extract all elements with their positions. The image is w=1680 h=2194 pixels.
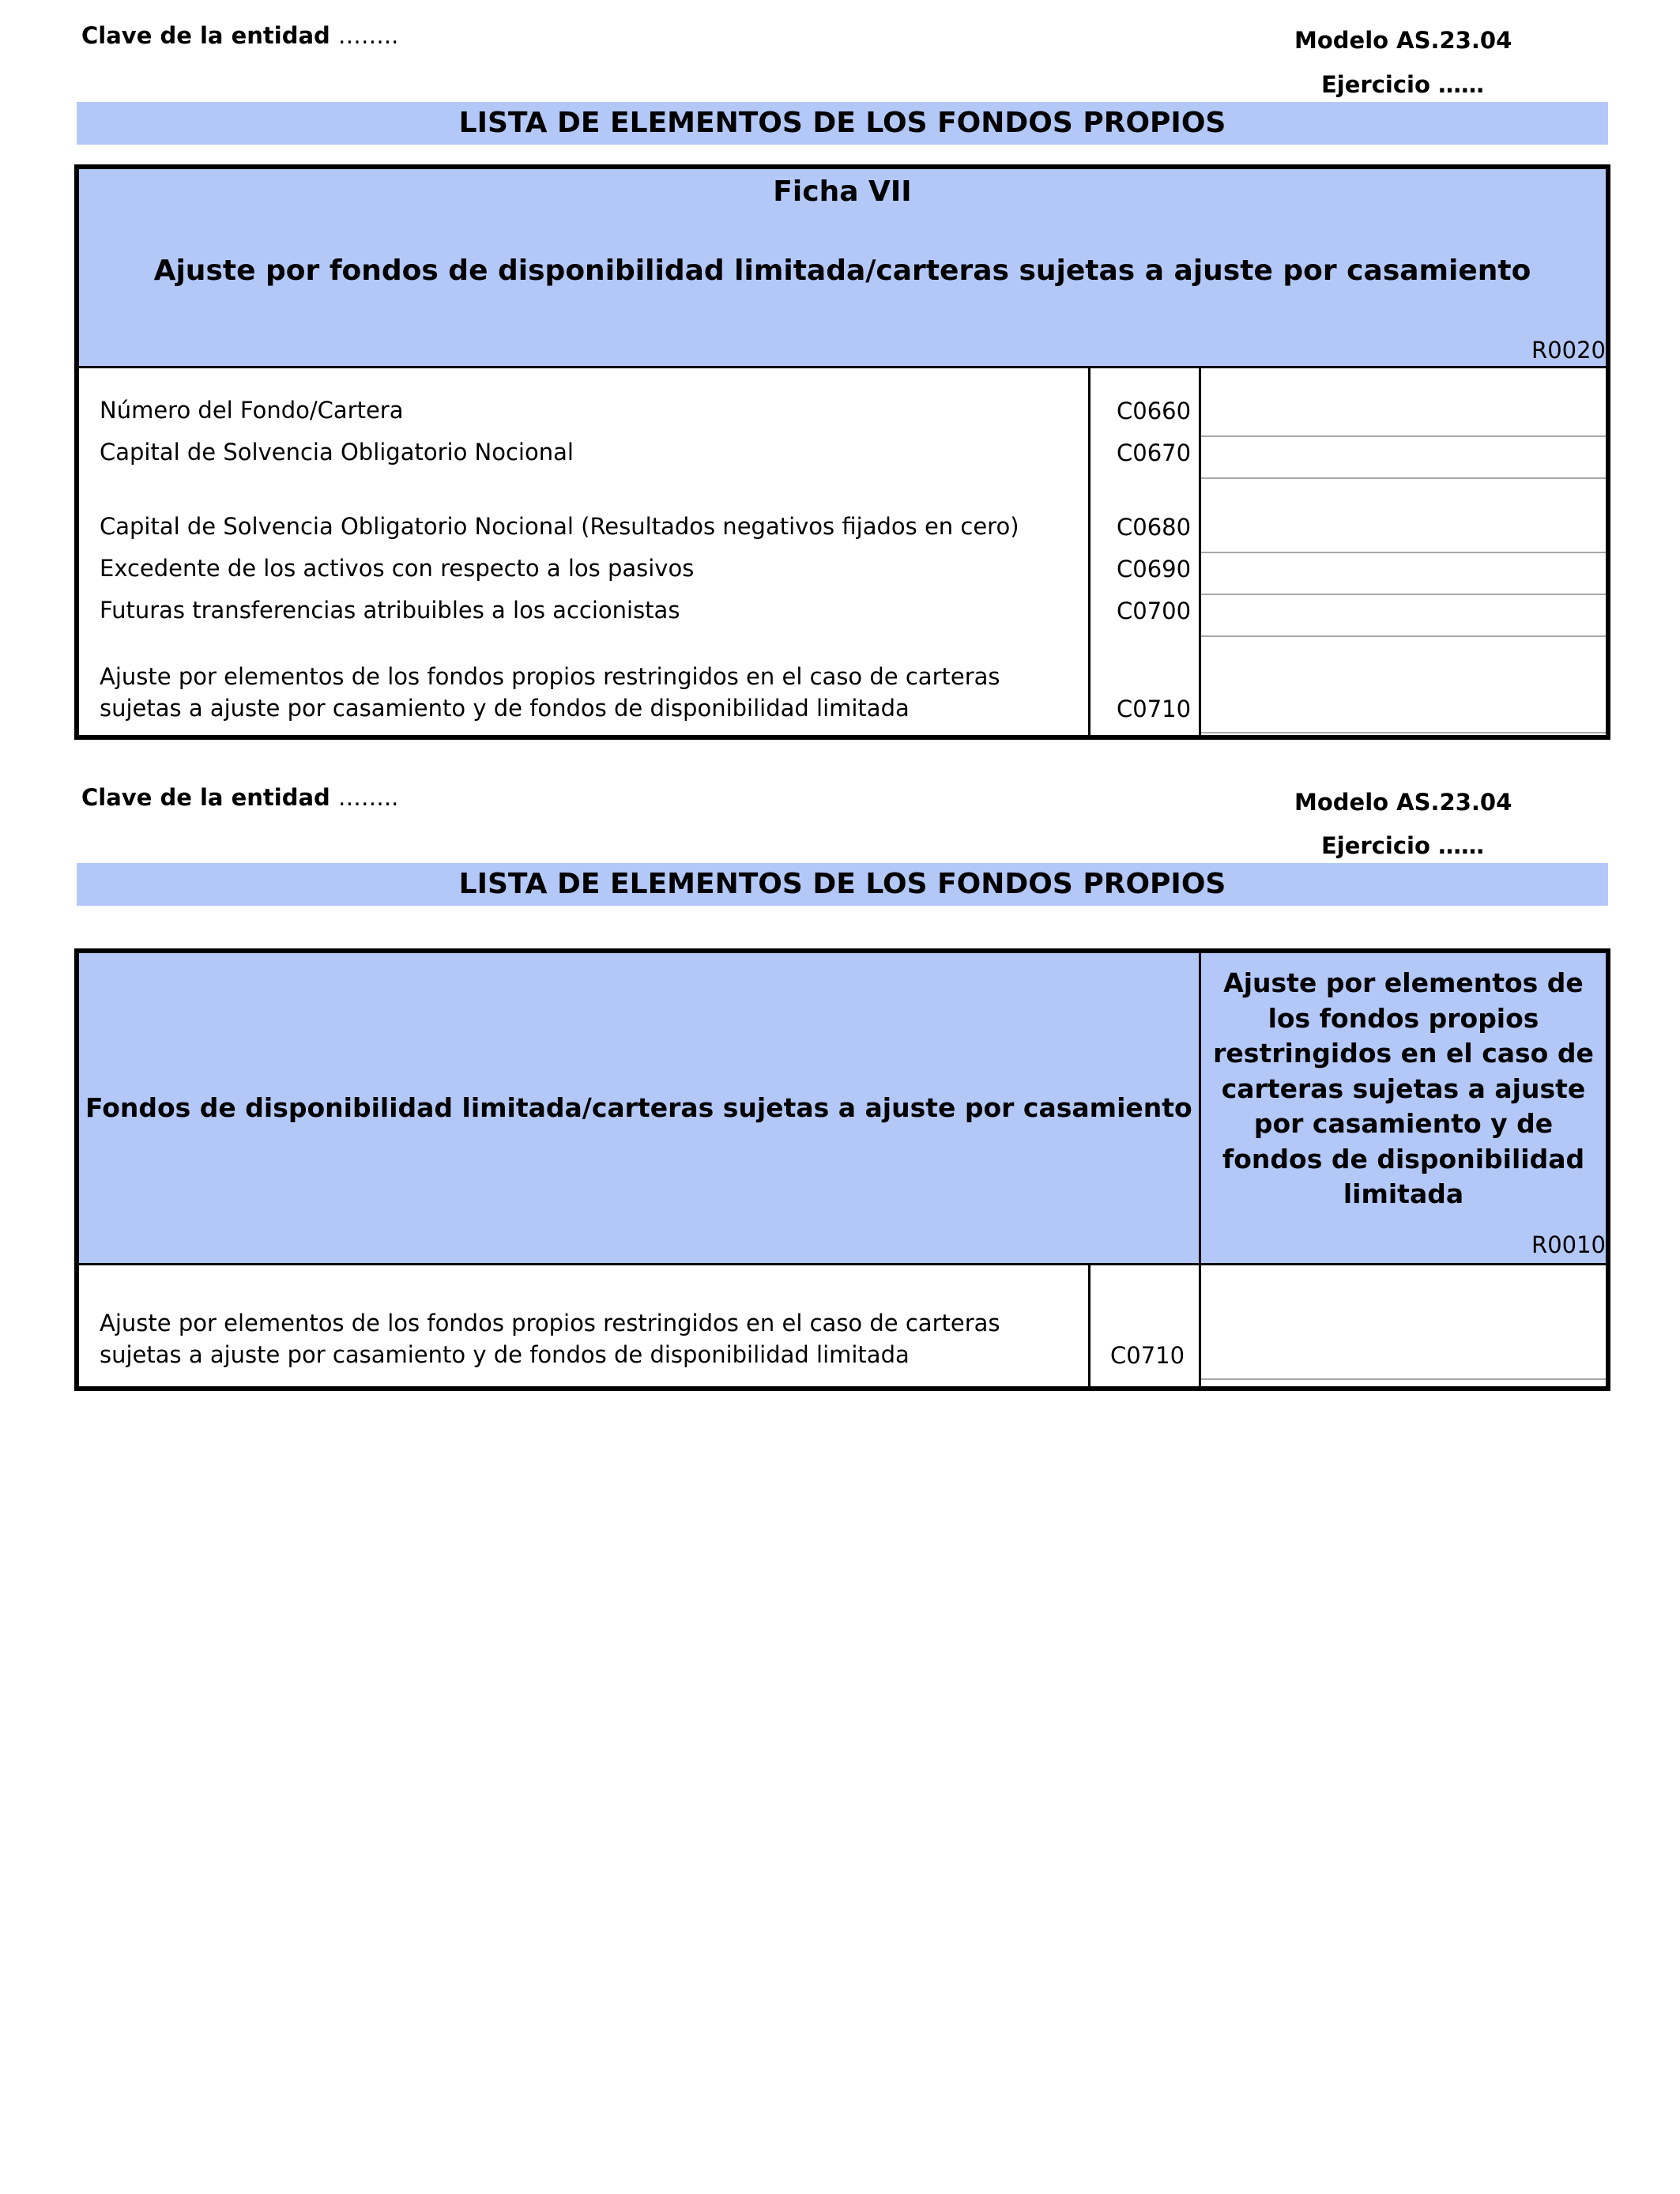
right-header-line: limitada <box>1343 1178 1464 1209</box>
row-code: R0020 <box>1531 337 1606 364</box>
row-label: Capital de Solvencia Obligatorio Nocional (Resultados negativos fijados en cero) <box>100 513 1019 540</box>
section-band-title: LISTA DE ELEMENTOS DE LOS FONDOS PROPIOS <box>77 102 1608 145</box>
value-cell-c0660[interactable] <box>1201 368 1606 435</box>
section-band-title-2: LISTA DE ELEMENTOS DE LOS FONDOS PROPIOS <box>77 863 1608 906</box>
column-divider-code <box>1088 1265 1090 1386</box>
exercise-label: Ejercicio …… <box>1321 71 1485 98</box>
row-label-line2: sujetas a ajuste por casamiento y de fondos de disponibilidad limitada <box>100 1341 910 1368</box>
value-cell-c0710[interactable] <box>1201 1265 1606 1378</box>
entity-key-label-2 <box>81 784 398 811</box>
model-label-2: Modelo AS.23.04 <box>1294 789 1512 816</box>
row-code-c0680: C0680 <box>1117 514 1192 541</box>
left-header: Fondos de disponibilidad limitada/carteras sujetas a ajuste por casamiento <box>85 1092 1192 1123</box>
row-label-line2: sujetas a ajuste por casamiento y de fondos de disponibilidad limitada <box>100 695 910 722</box>
exercise-label-2: Ejercicio …… <box>1321 832 1485 859</box>
right-header <box>1201 966 1606 1212</box>
column-divider-code <box>1088 368 1090 735</box>
row-label: Futuras transferencias atribuibles a los accionistas <box>100 597 680 624</box>
row-code-c0700: C0700 <box>1117 598 1192 624</box>
value-cell-c0700[interactable] <box>1201 595 1606 635</box>
row-label: Capital de Solvencia Obligatorio Nocional <box>100 439 574 466</box>
row-label-line1: Ajuste por elementos de los fondos propios restringidos en el caso de carteras <box>100 1310 1000 1336</box>
value-cell-c0680[interactable] <box>1201 479 1606 552</box>
right-header-line: Ajuste por elementos de <box>1223 967 1584 998</box>
row-label-line1: Ajuste por elementos de los fondos propios restringidos en el caso de carteras <box>100 663 1000 690</box>
row-code-c0710: C0710 <box>1110 1342 1185 1369</box>
entity-key-dots: …….. <box>337 22 399 49</box>
entity-key-label <box>81 22 398 49</box>
right-header-line: restringidos en el caso de <box>1213 1038 1594 1069</box>
entity-key-dots: …….. <box>337 784 399 811</box>
right-header-line: carteras sujetas a ajuste <box>1221 1072 1586 1104</box>
model-label: Modelo AS.23.04 <box>1294 27 1512 54</box>
row-label: Número del Fondo/Cartera <box>100 397 404 424</box>
row-code-c0660: C0660 <box>1117 398 1192 424</box>
right-header-line: fondos de disponibilidad <box>1222 1143 1585 1174</box>
ficha-table <box>74 164 1610 740</box>
entity-key-text: Clave de la entidad <box>81 22 330 49</box>
row-label: Excedente de los activos con respecto a los pasivos <box>100 555 695 582</box>
ficha-header <box>79 169 1606 366</box>
ficha-subtitle: Ajuste por fondos de disponibilidad limitada/carteras sujetas a ajuste por casamiento <box>153 254 1531 287</box>
cell-divider <box>1201 732 1606 733</box>
value-cell-c0690[interactable] <box>1201 553 1606 594</box>
row-code-c0710: C0710 <box>1117 696 1192 722</box>
right-header-line: los fondos propios <box>1268 1002 1539 1034</box>
row-code-2: R0010 <box>1531 1231 1606 1258</box>
value-cell-c0670[interactable] <box>1201 437 1606 477</box>
row-code-c0670: C0670 <box>1117 439 1192 466</box>
right-header-line: por casamiento y de <box>1253 1108 1554 1139</box>
ficha-number: Ficha VII <box>773 175 912 208</box>
cell-divider <box>1201 1378 1606 1380</box>
summary-table <box>74 948 1610 1391</box>
row-code-c0690: C0690 <box>1117 556 1192 582</box>
summary-header <box>79 953 1606 1263</box>
entity-key-text: Clave de la entidad <box>81 784 330 811</box>
value-cell-c0710[interactable] <box>1201 637 1606 732</box>
